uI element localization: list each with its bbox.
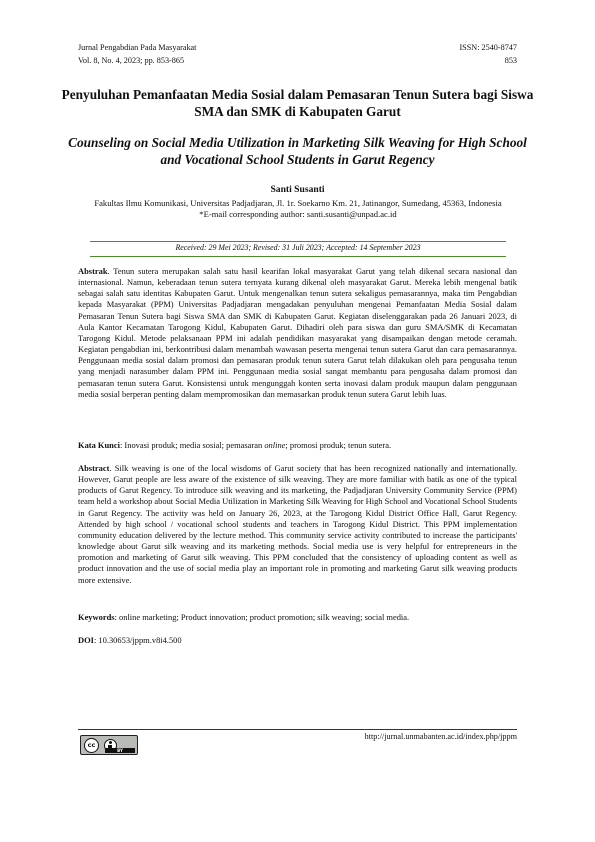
journal-issn: ISSN: 2540-8747 <box>459 43 517 52</box>
journal-name: Jurnal Pengabdian Pada Masyarakat <box>78 43 197 52</box>
footer-rule <box>78 729 517 730</box>
abstract-label: Abstract <box>78 463 110 473</box>
keywords-paragraph <box>78 612 517 623</box>
doi-text: : 10.30653/jppm.v8i4.500 <box>93 635 182 645</box>
running-header-left <box>78 42 196 67</box>
journal-volume: Vol. 8, No. 4, 2023; pp. 853-865 <box>78 55 185 65</box>
page-number: 853 <box>504 55 517 65</box>
title-english: Counseling on Social Media Utilization in Marketing Silk Weaving for High School and Vocational School Students in Garut Regency <box>68 135 527 167</box>
kata-kunci-text-before: : Inovasi produk; media sosial; pemasaran <box>119 440 265 450</box>
author-affiliation-block <box>78 198 518 221</box>
doi-paragraph <box>78 635 517 646</box>
abstrak-text: . Tenun sutera merupakan salah satu hasil kearifan lokal masyarakat Garut yang telah dikenal secara nasional dan internasional. Namun, keberadaan tenun sutera ternyata kurang dikenal oleh masyarakat Garut. Mereka lebih mengenal batik sebagai salah satu identitas Kabupaten Garut. Untuk mengenalkan tenun sutera sekaligus pemasarannya, maka tim Pengabdian kepada Masyarakat (PPM) Universitas Padjadjaran mengadakan penyuluhan mengenai Pemanfaatan Media Sosial dalam Pemasaran Tenun Sutera bagi Siswa SMA dan SMK di Kabupaten Garut. Kegiatan diselenggarakan pada 26 Januari 2023, di Aula Kantor Kecamatan Tarogong Kidul, Kabupaten Garut. Dihadiri oleh para siswa dan guru SMA/SMK di Kecamatan Tarogong Kidul. Metode pelaksanaan PPM ini adalah pendidikan masyarakat yang disampaikan dengan metode ceramah. Kegiatan pengabdian ini, berkontribusi dalam menambah wawasan peserta mengenai tenun sutera Garut dan cara pemasarannya. Penggunaan media sosial dalam promosi dan pemasaran produk tenun sutera Garut telah dilakukan oleh para pengusaha tenun yang menjadi narasumber dalam PPM ini. Penggunaan media sosial sangat membantu para pengusaha dalam promosi dan pemasaran tenun sutera Garut. Konsistensi untuk mengunggah konten serta inovasi dalam produk maupun dalam penggunaan media sosial berperan penting dalam mempromosikan dan memasarkan produk tenun sutera Garut lebih luas. <box>78 266 517 399</box>
author-affiliation: Fakultas Ilmu Komunikasi, Universitas Padjadjaran, Jl. 1r. Soekarno Km. 21, Jatinangor, Sumedang, 45363, Indonesia <box>94 198 502 208</box>
article-dates: Received: 29 Mei 2023; Revised: 31 Juli 2023; Accepted: 14 September 2023 <box>175 243 421 252</box>
kata-kunci-paragraph <box>78 440 517 451</box>
kata-kunci-italic: online <box>264 440 286 450</box>
abstrak-paragraph <box>78 266 517 400</box>
title-indonesian: Penyuluhan Pemanfaatan Media Sosial dalam Pemasaran Tenun Sutera bagi Siswa SMA dan SMK di Kabupaten Garut <box>61 87 534 119</box>
dates-rule-top <box>90 241 506 242</box>
author-email: *E-mail corresponding author: santi.susanti@unpad.ac.id <box>199 209 397 220</box>
creative-commons-icon: cc <box>84 738 99 753</box>
author-name: Santi Susanti <box>270 184 325 195</box>
journal-url[interactable]: http://jurnal.unmabanten.ac.id/index.php/jppm <box>364 732 517 741</box>
doi-label: DOI <box>78 635 94 645</box>
cc-by-license-badge <box>80 735 138 755</box>
running-header-right <box>459 42 517 67</box>
abstract-text: . Silk weaving is one of the local wisdoms of Garut society that has been recognized nationally and internationally. However, Garut people are less aware of the existence of silk weaving. They are more familiar with batik as one of the typical products of Garut Regency. To introduce silk weaving and its marketing, the Padjadjaran University Community Service (PPM) team held a workshop about Social Media Utilization in Marketing Silk Weaving for High School and Vocational School Students in Garut Regency. The activity was held on January 26, 2023, at the Tarogong Kidul District Office Hall, Garut Regency. Attended by high school / vocational school students and teachers in Tarogong Kidul District. This PPM implementation community education delivered by the lecture method. This community service activity contributed to increase the participants' knowledge about Garut silk weaving and its marketing methods. Social media use is very helpful for entrepreneurs in the promotion and marketing of Garut silk weaving. This PPM concluded that the consistency of uploading content as well as product innovation and the use of social media play an important role in promoting and marketing Garut silk weaving products more extensive. <box>78 463 517 585</box>
keywords-text: : online marketing; Product innovation; product promotion; silk weaving; social media. <box>114 612 410 622</box>
dates-rule-bottom <box>90 256 506 257</box>
keywords-label: Keywords <box>78 612 115 622</box>
kata-kunci-label: Kata Kunci <box>78 440 120 450</box>
license-by-label: BY <box>105 748 135 753</box>
kata-kunci-text-after: ; promosi produk; tenun sutera. <box>285 440 392 450</box>
abstrak-label: Abstrak <box>78 266 108 276</box>
abstract-paragraph <box>78 463 517 586</box>
